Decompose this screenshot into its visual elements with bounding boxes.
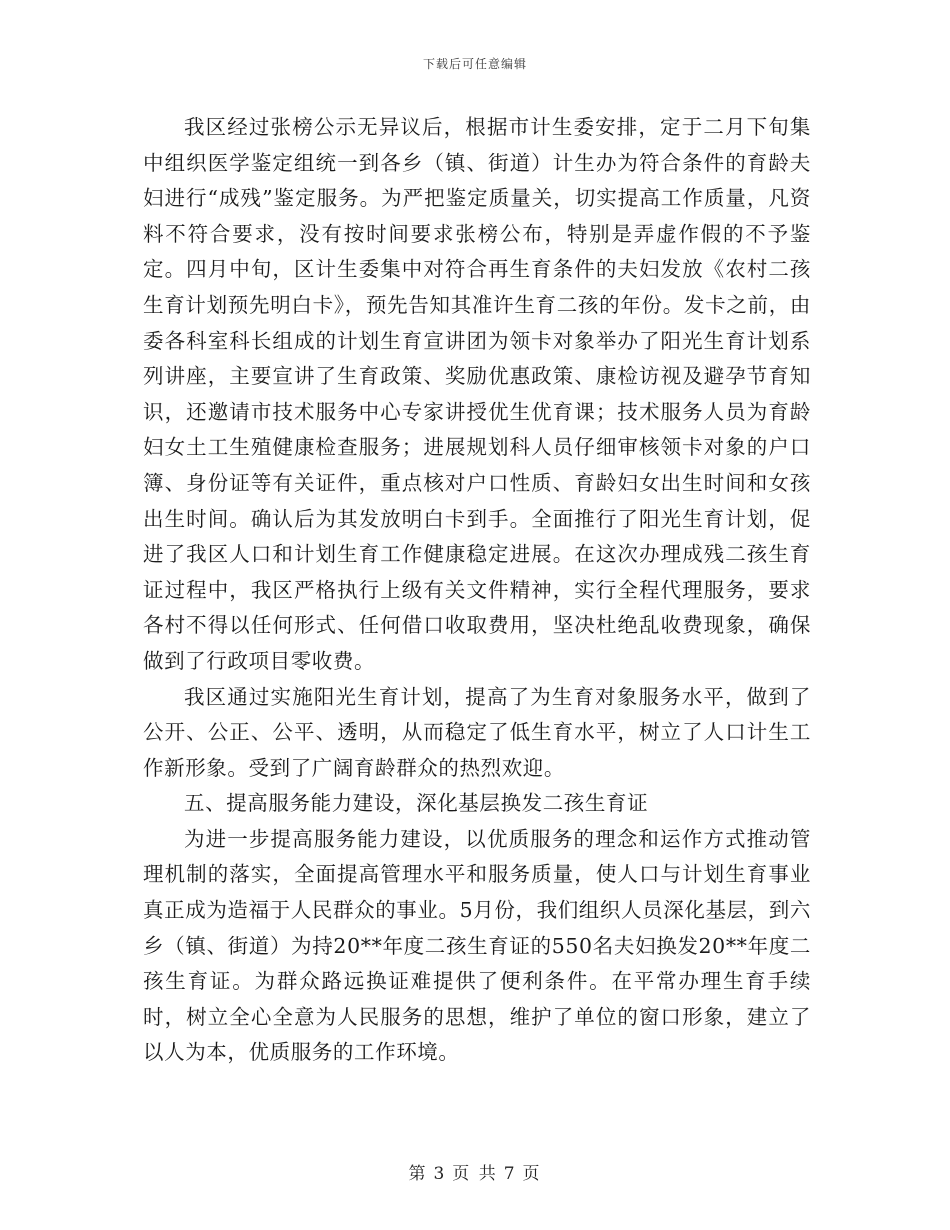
page-number: 3 (433, 1164, 447, 1184)
footer-prefix: 第 (408, 1164, 428, 1184)
page-header: 下载后可任意编辑 (422, 57, 527, 71)
document-body (143, 110, 811, 1071)
paragraph-3: 为进一步提高服务能力建设，以优质服务的理念和运作方式推动管理机制的落实，全面提高管理水平和服务质量，使人口与计划生育事业真正成为造福于人民群众的事业。5月份，我们组织人员深化基层，到六乡（镇、街道）为持20**年度二孩生育证的550名夫妇换发20**年度二孩生育证。为群众路远换证难提供了便利条件。在平常办理生育手续时，树立全心全意为人民服务的思想，维护了单位的窗口形象，建立了以人为本，优质服务的工作环境。 (143, 826, 811, 1065)
page-footer (0, 1159, 950, 1184)
footer-suffix: 页 (522, 1164, 542, 1184)
section-heading: 五、提高服务能力建设，深化基层换发二孩生育证 (184, 791, 649, 816)
paragraph-2: 我区通过实施阳光生育计划，提高了为生育对象服务水平，做到了公开、公正、公平、透明，从而稳定了低生育水平，树立了人口计生工作新形象。受到了广阔育龄群众的热烈欢迎。 (143, 684, 811, 780)
footer-mid: 页 共 (452, 1164, 498, 1184)
paragraph-1: 我区经过张榜公示无异议后，根据市计生委安排，定于二月下旬集中组织医学鉴定组统一到各乡（镇、街道）计生办为符合条件的育龄夫妇进行“成残”鉴定服务。为严把鉴定质量关，切实提高工作质量，凡资料不符合要求，没有按时间要求张榜公布，特别是弄虚作假的不予鉴定。四月中旬，区计生委集中对符合再生育条件的夫妇发放《农村二孩生育计划预先明白卡》，预先告知其准许生育二孩的年份。发卡之前，由委各科室科长组成的计划生育宣讲团为领卡对象举办了阳光生育计划系列讲座，主要宣讲了生育政策、奖励优惠政策、康检访视及避孕节育知识，还邀请市技术服务中心专家讲授优生优育课；技术服务人员为育龄妇女土工生殖健康检查服务；进展规划科人员仔细审核领卡对象的户口簿、身份证等有关证件，重点核对户口性质、育龄妇女出生时间和女孩出生时间。确认后为其发放明白卡到手。全面推行了阳光生育计划，促进了我区人口和计划生育工作健康稳定进展。在这次办理成残二孩生育证过程中，我区严格执行上级有关文件精神，实行全程代理服务，要求各村不得以任何形式、任何借口收取费用，坚决杜绝乱收费现象，确保做到了行政项目零收费。 (143, 115, 811, 673)
page-total: 7 (503, 1164, 517, 1184)
